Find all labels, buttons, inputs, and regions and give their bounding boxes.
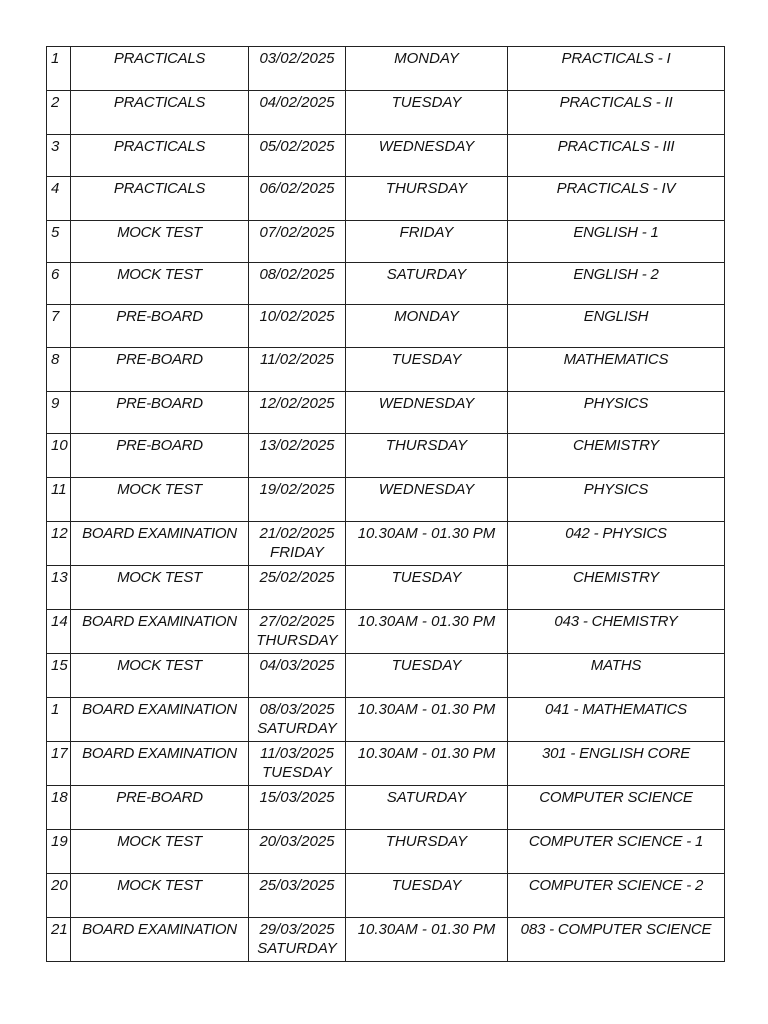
serial-number-cell: 11 bbox=[47, 478, 71, 522]
exam-type-cell: PRACTICALS bbox=[71, 135, 249, 177]
day-or-time-cell: TUESDAY bbox=[346, 874, 508, 918]
subject-cell: 041 - MATHEMATICS bbox=[508, 698, 725, 742]
serial-number-cell: 12 bbox=[47, 522, 71, 566]
exam-schedule-sheet bbox=[46, 46, 724, 962]
day-or-time-cell: TUESDAY bbox=[346, 654, 508, 698]
subject-cell: COMPUTER SCIENCE bbox=[508, 786, 725, 830]
table-row bbox=[47, 610, 725, 654]
table-row bbox=[47, 566, 725, 610]
day-or-time-cell: 10.30AM - 01.30 PM bbox=[346, 698, 508, 742]
date-cell bbox=[249, 698, 346, 742]
serial-number-cell: 15 bbox=[47, 654, 71, 698]
day-or-time-cell: WEDNESDAY bbox=[346, 135, 508, 177]
day-or-time-cell: THURSDAY bbox=[346, 830, 508, 874]
exam-type-cell: MOCK TEST bbox=[71, 874, 249, 918]
day-or-time-cell: THURSDAY bbox=[346, 177, 508, 221]
table-row bbox=[47, 654, 725, 698]
exam-type-cell: MOCK TEST bbox=[71, 478, 249, 522]
table-row bbox=[47, 830, 725, 874]
date-cell bbox=[249, 522, 346, 566]
exam-type-cell: PRACTICALS bbox=[71, 47, 249, 91]
day-or-time-cell: MONDAY bbox=[346, 305, 508, 348]
date-text: 10/02/2025 bbox=[259, 308, 335, 325]
date-cell bbox=[249, 135, 346, 177]
exam-type-cell: BOARD EXAMINATION bbox=[71, 698, 249, 742]
table-row bbox=[47, 392, 725, 434]
day-or-time-cell: TUESDAY bbox=[346, 566, 508, 610]
day-or-time-cell: TUESDAY bbox=[346, 348, 508, 392]
date-cell bbox=[249, 478, 346, 522]
exam-type-cell: BOARD EXAMINATION bbox=[71, 610, 249, 654]
table-row bbox=[47, 135, 725, 177]
subject-cell: COMPUTER SCIENCE - 2 bbox=[508, 874, 725, 918]
date-day-text: FRIDAY bbox=[270, 544, 324, 561]
table-row bbox=[47, 698, 725, 742]
exam-type-cell: MOCK TEST bbox=[71, 566, 249, 610]
table-row bbox=[47, 221, 725, 263]
serial-number-cell: 5 bbox=[47, 221, 71, 263]
date-text: 05/02/2025 bbox=[259, 138, 335, 155]
date-cell bbox=[249, 348, 346, 392]
subject-cell: PHYSICS bbox=[508, 478, 725, 522]
serial-number-cell: 20 bbox=[47, 874, 71, 918]
serial-number-cell: 6 bbox=[47, 263, 71, 305]
exam-type-cell: BOARD EXAMINATION bbox=[71, 742, 249, 786]
date-text: 07/02/2025 bbox=[259, 224, 335, 241]
exam-type-cell: MOCK TEST bbox=[71, 654, 249, 698]
exam-type-cell: BOARD EXAMINATION bbox=[71, 918, 249, 962]
table-row bbox=[47, 177, 725, 221]
table-row bbox=[47, 434, 725, 478]
subject-cell: ENGLISH bbox=[508, 305, 725, 348]
table-row bbox=[47, 263, 725, 305]
subject-cell: MATHEMATICS bbox=[508, 348, 725, 392]
day-or-time-cell: SATURDAY bbox=[346, 786, 508, 830]
exam-type-cell: MOCK TEST bbox=[71, 221, 249, 263]
exam-type-cell: PRE-BOARD bbox=[71, 348, 249, 392]
date-text: 19/02/2025 bbox=[259, 481, 335, 498]
date-text: 12/02/2025 bbox=[259, 395, 335, 412]
subject-cell: 083 - COMPUTER SCIENCE bbox=[508, 918, 725, 962]
date-cell bbox=[249, 177, 346, 221]
date-cell bbox=[249, 742, 346, 786]
date-cell bbox=[249, 221, 346, 263]
serial-number-cell: 1 bbox=[47, 698, 71, 742]
exam-type-cell: PRE-BOARD bbox=[71, 305, 249, 348]
serial-number-cell: 7 bbox=[47, 305, 71, 348]
serial-number-cell: 18 bbox=[47, 786, 71, 830]
subject-cell: PRACTICALS - IV bbox=[508, 177, 725, 221]
table-row bbox=[47, 348, 725, 392]
date-cell bbox=[249, 874, 346, 918]
serial-number-cell: 3 bbox=[47, 135, 71, 177]
subject-cell: PRACTICALS - I bbox=[508, 47, 725, 91]
table-row bbox=[47, 742, 725, 786]
exam-type-cell: BOARD EXAMINATION bbox=[71, 522, 249, 566]
subject-cell: PRACTICALS - III bbox=[508, 135, 725, 177]
date-text: 13/02/2025 bbox=[259, 437, 335, 454]
date-cell bbox=[249, 918, 346, 962]
subject-cell: CHEMISTRY bbox=[508, 566, 725, 610]
day-or-time-cell: THURSDAY bbox=[346, 434, 508, 478]
serial-number-cell: 19 bbox=[47, 830, 71, 874]
date-text: 15/03/2025 bbox=[259, 789, 335, 806]
day-or-time-cell: 10.30AM - 01.30 PM bbox=[346, 918, 508, 962]
date-cell bbox=[249, 305, 346, 348]
subject-cell: ENGLISH - 2 bbox=[508, 263, 725, 305]
day-or-time-cell: MONDAY bbox=[346, 47, 508, 91]
exam-type-cell: PRE-BOARD bbox=[71, 392, 249, 434]
serial-number-cell: 21 bbox=[47, 918, 71, 962]
serial-number-cell: 14 bbox=[47, 610, 71, 654]
date-text: 11/03/2025 bbox=[260, 745, 334, 762]
serial-number-cell: 1 bbox=[47, 47, 71, 91]
date-day-text: THURSDAY bbox=[256, 632, 338, 649]
subject-cell: COMPUTER SCIENCE - 1 bbox=[508, 830, 725, 874]
table-row bbox=[47, 47, 725, 91]
serial-number-cell: 2 bbox=[47, 91, 71, 135]
date-text: 08/02/2025 bbox=[259, 266, 335, 283]
subject-cell: ENGLISH - 1 bbox=[508, 221, 725, 263]
subject-cell: CHEMISTRY bbox=[508, 434, 725, 478]
table-row bbox=[47, 305, 725, 348]
date-day-text: TUESDAY bbox=[262, 764, 332, 781]
subject-cell: PHYSICS bbox=[508, 392, 725, 434]
exam-type-cell: PRE-BOARD bbox=[71, 786, 249, 830]
date-cell bbox=[249, 654, 346, 698]
table-row bbox=[47, 91, 725, 135]
date-text: 29/03/2025 bbox=[259, 921, 335, 938]
date-text: 20/03/2025 bbox=[259, 833, 335, 850]
day-or-time-cell: TUESDAY bbox=[346, 91, 508, 135]
date-text: 21/02/2025 bbox=[259, 525, 335, 542]
date-text: 03/02/2025 bbox=[259, 50, 335, 67]
subject-cell: MATHS bbox=[508, 654, 725, 698]
table-row bbox=[47, 478, 725, 522]
date-cell bbox=[249, 786, 346, 830]
subject-cell: PRACTICALS - II bbox=[508, 91, 725, 135]
date-cell bbox=[249, 263, 346, 305]
date-text: 08/03/2025 bbox=[259, 701, 335, 718]
date-cell bbox=[249, 91, 346, 135]
exam-type-cell: PRE-BOARD bbox=[71, 434, 249, 478]
date-cell bbox=[249, 566, 346, 610]
exam-type-cell: PRACTICALS bbox=[71, 177, 249, 221]
date-text: 04/02/2025 bbox=[259, 94, 335, 111]
date-text: 27/02/2025 bbox=[259, 613, 335, 630]
serial-number-cell: 17 bbox=[47, 742, 71, 786]
day-or-time-cell: WEDNESDAY bbox=[346, 478, 508, 522]
day-or-time-cell: SATURDAY bbox=[346, 263, 508, 305]
date-cell bbox=[249, 830, 346, 874]
date-day-text: SATURDAY bbox=[257, 940, 337, 957]
table-row bbox=[47, 522, 725, 566]
exam-schedule-table bbox=[46, 46, 725, 962]
date-text: 04/03/2025 bbox=[259, 657, 335, 674]
date-cell bbox=[249, 392, 346, 434]
day-or-time-cell: 10.30AM - 01.30 PM bbox=[346, 610, 508, 654]
serial-number-cell: 4 bbox=[47, 177, 71, 221]
subject-cell: 301 - ENGLISH CORE bbox=[508, 742, 725, 786]
date-cell bbox=[249, 610, 346, 654]
date-text: 25/02/2025 bbox=[259, 569, 335, 586]
serial-number-cell: 9 bbox=[47, 392, 71, 434]
serial-number-cell: 13 bbox=[47, 566, 71, 610]
serial-number-cell: 10 bbox=[47, 434, 71, 478]
date-day-text: SATURDAY bbox=[257, 720, 337, 737]
date-cell bbox=[249, 47, 346, 91]
day-or-time-cell: 10.30AM - 01.30 PM bbox=[346, 742, 508, 786]
day-or-time-cell: 10.30AM - 01.30 PM bbox=[346, 522, 508, 566]
date-cell bbox=[249, 434, 346, 478]
date-text: 11/02/2025 bbox=[260, 351, 334, 368]
day-or-time-cell: WEDNESDAY bbox=[346, 392, 508, 434]
date-text: 25/03/2025 bbox=[259, 877, 335, 894]
serial-number-cell: 8 bbox=[47, 348, 71, 392]
table-row bbox=[47, 918, 725, 962]
date-text: 06/02/2025 bbox=[259, 180, 335, 197]
subject-cell: 042 - PHYSICS bbox=[508, 522, 725, 566]
table-row bbox=[47, 874, 725, 918]
exam-type-cell: PRACTICALS bbox=[71, 91, 249, 135]
subject-cell: 043 - CHEMISTRY bbox=[508, 610, 725, 654]
day-or-time-cell: FRIDAY bbox=[346, 221, 508, 263]
schedule-table-body bbox=[47, 47, 725, 962]
exam-type-cell: MOCK TEST bbox=[71, 263, 249, 305]
table-row bbox=[47, 786, 725, 830]
exam-type-cell: MOCK TEST bbox=[71, 830, 249, 874]
